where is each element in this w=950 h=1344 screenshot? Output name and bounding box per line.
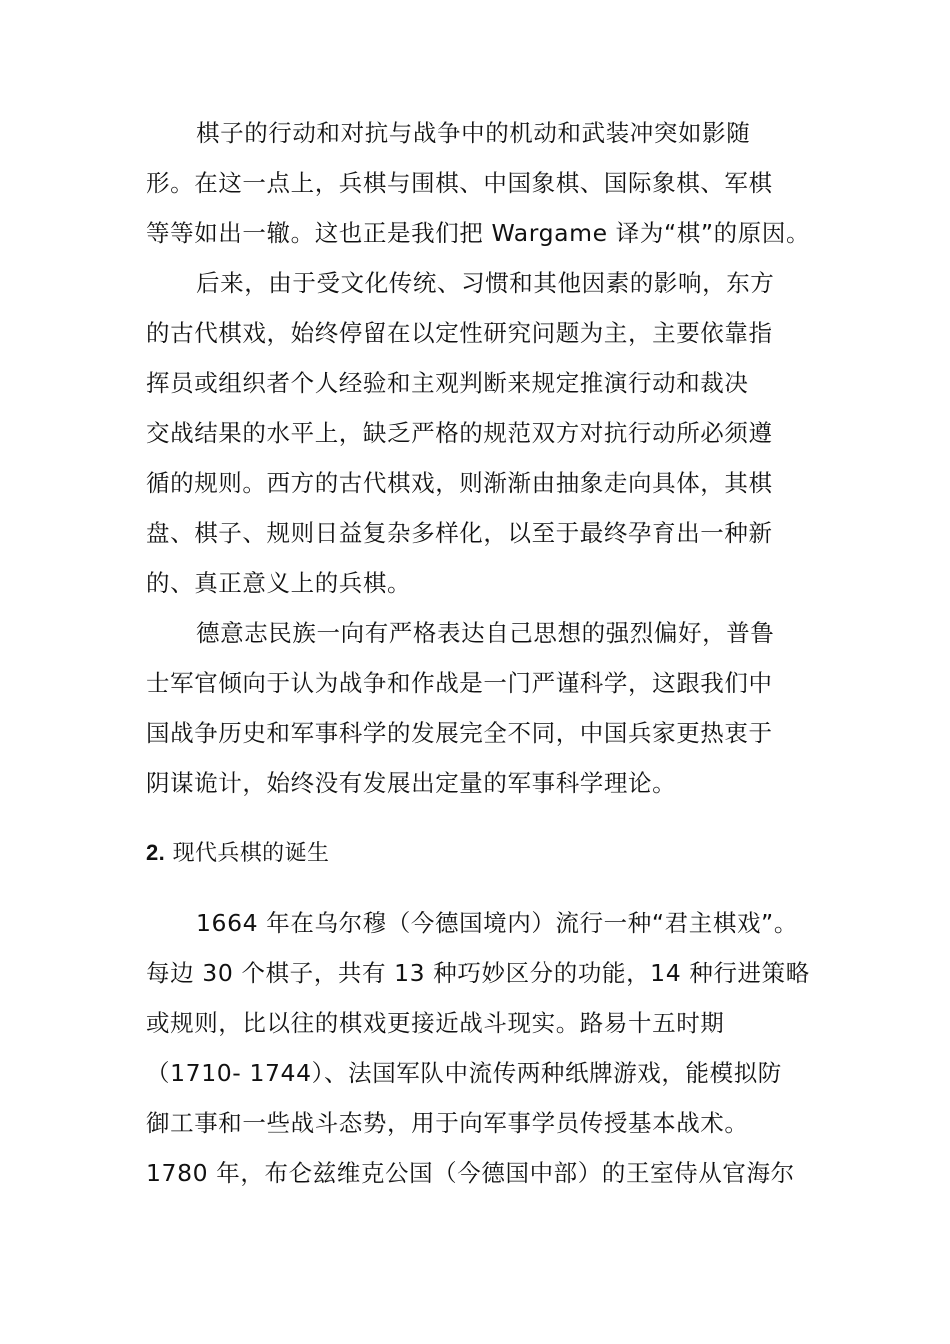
paragraph-1-line-1: 棋子的行动和对抗与战争中的机动和武装冲突如影随 (196, 119, 751, 147)
paragraph-4-line-1: 1664 年在乌尔穆（今德国境内）流行一种“君主棋戏”。 (196, 909, 798, 937)
paragraph-1-line-3: 等等如出一辙。这也正是我们把 Wargame 译为“棋”的原因。 (146, 219, 811, 247)
paragraph-4-line-5: 御工事和一些战斗态势，用于向军事学员传授基本战术。 (146, 1109, 749, 1137)
paragraph-1-line-2: 形。在这一点上，兵棋与围棋、中国象棋、国际象棋、军棋 (146, 169, 773, 197)
paragraph-4-line-6: 1780 年，布仑兹维克公国（今德国中部）的王室侍从官海尔 (146, 1159, 795, 1187)
paragraph-3-line-3: 国战争历史和军事科学的发展完全不同，中国兵家更热衷于 (146, 719, 773, 747)
paragraph-2-line-1: 后来，由于受文化传统、习惯和其他因素的影响，东方 (196, 269, 775, 297)
paragraph-3-line-2: 士军官倾向于认为战争和作战是一门严谨科学，这跟我们中 (146, 669, 773, 697)
paragraph-2-line-4: 交战结果的水平上，缺乏严格的规范双方对抗行动所必须遵 (146, 419, 773, 447)
section-heading (146, 838, 329, 869)
paragraph-2-line-6: 盘、棋子、规则日益复杂多样化，以至于最终孕育出一种新 (146, 519, 773, 547)
paragraph-4-line-4: （1710- 1744）、法国军队中流传两种纸牌游戏，能模拟防 (146, 1059, 782, 1087)
paragraph-2-line-5: 循的规则。西方的古代棋戏，则渐渐由抽象走向具体，其棋 (146, 469, 773, 497)
paragraph-3-line-4: 阴谋诡计，始终没有发展出定量的军事科学理论。 (146, 769, 677, 797)
section-number: 2. (146, 840, 166, 865)
paragraph-3-line-1: 德意志民族一向有严格表达自己思想的强烈偏好，普鲁 (196, 619, 775, 647)
paragraph-2-line-3: 挥员或组织者个人经验和主观判断来规定推演行动和裁决 (146, 369, 749, 397)
paragraph-2-line-7: 的、真正意义上的兵棋。 (146, 569, 412, 597)
paragraph-4-line-2: 每边 30 个棋子，共有 13 种巧妙区分的功能，14 种行进策略 (146, 959, 810, 987)
paragraph-4-line-3: 或规则，比以往的棋戏更接近战斗现实。路易十五时期 (146, 1009, 725, 1037)
paragraph-2-line-2: 的古代棋戏，始终停留在以定性研究问题为主，主要依靠指 (146, 319, 773, 347)
section-title: 现代兵棋的诞生 (172, 841, 330, 866)
